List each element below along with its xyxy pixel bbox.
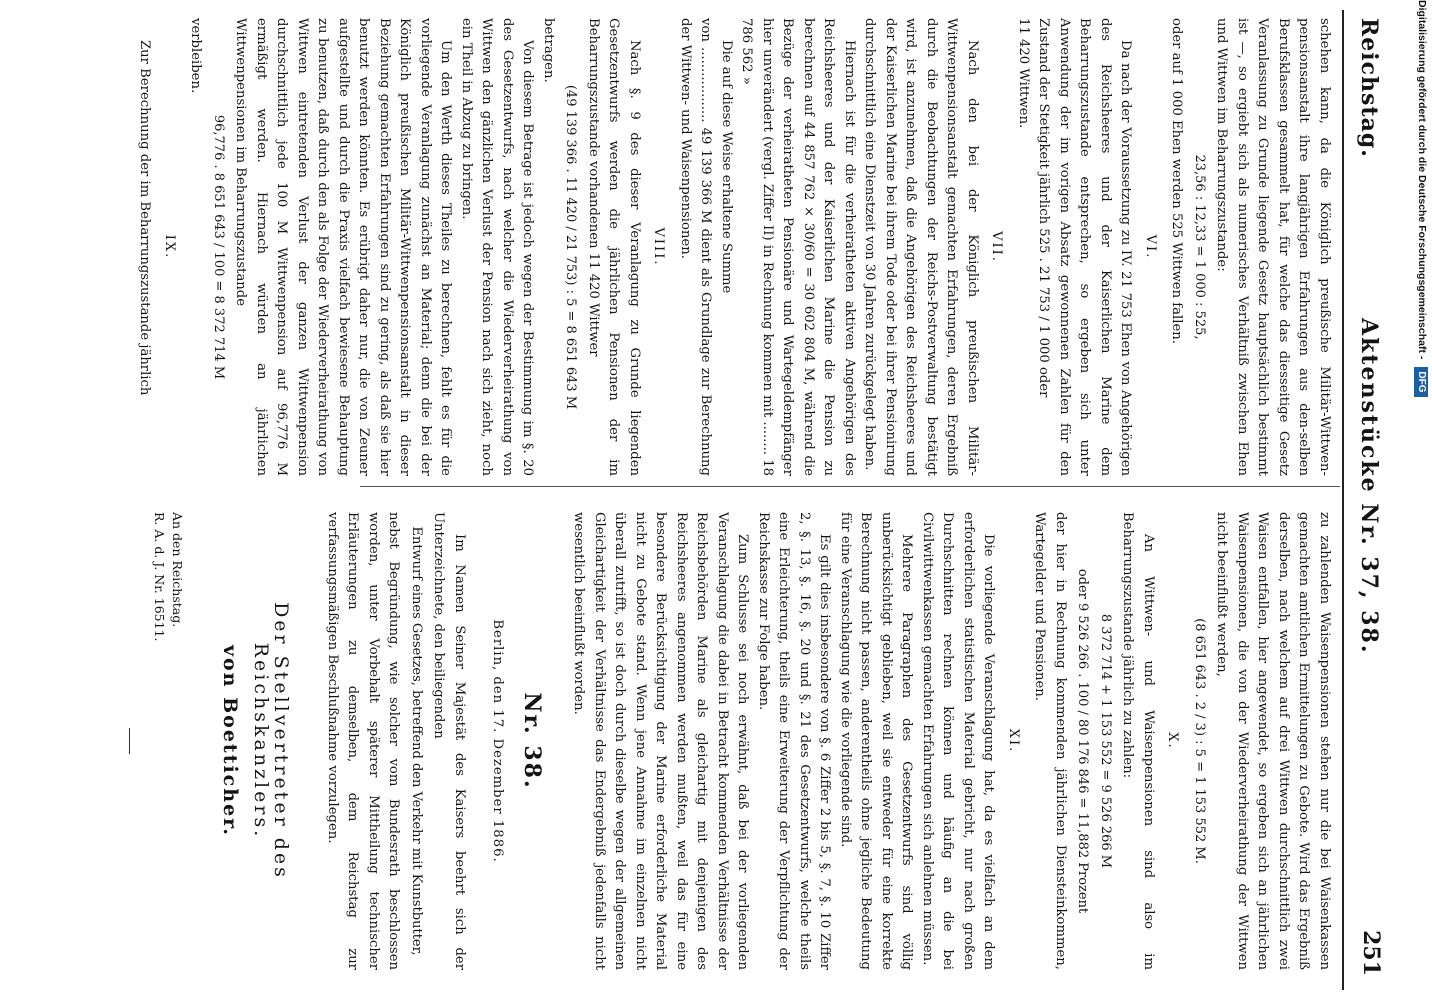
- paragraph: Die vorliegende Veranschlagung hat, da es vielfach an dem erforderlichen statistischen Material gebricht, nur nach großen Durchschnitten rechnen können und häufig an die bei Civilwittwenkassen gemachten Erfahrungen sich anlehnen müssen.: [920, 512, 997, 970]
- paragraph: von .................. 49 139 366 M dient als Grundlage zur Berechnung der Wittwen- und Waisenpensionen.: [678, 18, 714, 476]
- paragraph: Nach §. 9 des dieser Veranlagung zu Grunde liegenden Gesetzentwurfs werden die jährlichen Pensionen der im Beharrungszustande vorhandenen 11 420 Wittwer: [586, 18, 642, 476]
- paragraph: schehen kann, da die Königlich preußische Militär-Wittwen-pensionsanstalt ihre langjährigen Erfahrungen aus den-selben Berufsklassen gesammelt hat, für welche das diesseitige Gesetz Veranlassung zu Grunde liegende Gesetz hauptsächlich bestimmt ist —, so ergiebt sich als numerisches Verhältniß zwischen Ehen und Wittwen im Beharrungszustande:: [1214, 18, 1332, 476]
- address-line: An den Reichstag.: [170, 512, 185, 628]
- section-number: VI.: [1143, 234, 1158, 260]
- paragraph: zu zahlenden Waisenpensionen stehen nur die bei Waisenkassen gemachten amtlichen Ermittelungen zu Gebote. Wird das Ergebniß derselben, nach welchem auf drei Wittwen durchschnittlich zwei Waisen entfallen, hier angewendet, so ergeben sich an jährlichen Waisenpensionen, die von der Wiederverheirathung der Wittwen nicht beeinflußt werden,: [1214, 512, 1332, 970]
- paragraph: nebst Begründung, wie solcher vom Bundesrath beschlossen worden, unter Vorbehalt späterer Mittheilung technischer Erläuterungen zu demselben, dem Reichstag zur verfassungsmäßigen Beschlußnahme vorzulegen.: [325, 512, 402, 970]
- page-number: 251: [1358, 930, 1384, 976]
- paragraph: Da nach der Voraussetzung zu IV. 21 753 Ehen von Angehörigen des Reichsheeres und der Kaiserlichen Marine dem Beharrungszustande entsprechen, so ergeben sich unter Anwendung der im vorigen Absatz gewonnenen Zahlen für den Zustand der Stetigkeit jährlich 525 . 21 753 / 1 000 oder: [1036, 18, 1134, 476]
- formula-line: (49 139 366 . 11 420 / 21 753) : 5 = 8 651 643 M: [563, 84, 579, 410]
- section-number: VII.: [989, 231, 1005, 263]
- section-number: X.: [1165, 732, 1181, 750]
- paragraph: Zur Berechnung der im Beharrungszustande jährlich: [137, 40, 153, 396]
- stamp-label: Digitalisierung gefördert durch die Deutsche Forschungsgemeinschaft -: [1416, 0, 1428, 360]
- right-column: [109, 512, 1334, 970]
- formula-line: 96,776 . 8 651 643 / 100 = 8 372 714 M: [211, 114, 226, 380]
- paragraph: oder auf 1 000 Ehen werden 525 Wittwen fallen.: [1169, 18, 1185, 344]
- dateline: Berlin, den 17. Dezember 1886.: [490, 619, 506, 863]
- paragraph: Zum Schlusse sei noch erwähnt, daß bei der vorliegenden Veranschlagung die dabei in Betracht kommenden Verhältnisse der Reichsbehörden Marine als gleichartig mit denjenigen des Reichsheeres angenommen werden mußten, weil das für eine besondere Berücksichtigung der Marine erforderliche Material nicht zu Gebote stand. Wenn jene Annahme im einzelnen nicht überall zutrifft, so ist doch durch dieselbe wegen der allgemeinen Gleichartigkeit der Verhältnisse das Endergebniß jedenfalls nicht wesentlich beeinflußt worden.: [571, 512, 751, 970]
- formula-line: oder 9 526 266 . 100 / 80 176 846 = 11,882 Prozent: [1075, 568, 1091, 914]
- paragraph: Von diesem Betrage ist jedoch wegen der Bestimmung im §. 20 des Gesetzentwurfs, nach welcher die Wiederverheirathung von Wittwen den gänzlichen Verlust der Pension nach sich zieht, noch ein Theil in Abzug zu bringen.: [459, 18, 536, 476]
- signatory-title: Der Stellvertreter des Reichskanzlers.: [250, 602, 293, 880]
- paragraph: Nach den bei der Königlich preußischen Militär-Wittwenpensionsanstalt gemachten Erfahrungen, deren Ergebniß durch die Beobachtungen der Reichs-Postverwaltung bestätigt wird, ist anzunehmen, daß die Angehörigen des Reichsheeres und der Kaiserlichen Marine bei ihrem Tode oder bei ihrer Pensionirung durchschnittlich eine Dienstzeit von 30 Jahren zurückgelegt haben.: [862, 18, 980, 476]
- address-line: R. A. d. J. Nr. 16511.: [152, 512, 167, 642]
- header-title: Aktenstücke Nr. 37, 38.: [1356, 318, 1382, 655]
- digitization-stamp-text: [1412, 0, 1432, 1000]
- formula-line: Entwurf eines Gesetzes, betreffend den Verkehr mit Kunstbutter,: [409, 526, 424, 956]
- running-header: [1346, 18, 1386, 976]
- section-number: VIII.: [651, 227, 667, 267]
- paragraph: Um den Werth dieses Theiles zu berechnen, fehlt es für die vorliegende Veranlagung zunächst an Material; denn die bei der Königlich preußischen Militär-Wittwenpensionsanstalt in dieser Beziehung gemachten Erfahrungen sind zu gering, als daß sie hier benutzt werden könnten. Es erübrigt daher nur, die von Zeuner aufgestellte und durch die Praxis vielfach bewiesene Behauptung zu benutzen, daß durch den als Folge der Wiederverheirathung von Wittwen eintretenden Verlust der ganzen Wittwenpension durchschnittlich jede 100 M Wittwenpension auf 96,776 M ermäßigt werden. Hiernach würden an jährlichen Wittwenpensionen im Beharrungszustande: [233, 18, 454, 476]
- digitization-stamp: [1412, 0, 1432, 1000]
- paragraph: verbleiben.: [188, 18, 204, 94]
- paragraph: Die auf diese Weise erhaltene Summe: [719, 40, 734, 294]
- document-number: Nr. 38.: [519, 692, 545, 790]
- paragraph: Im Namen Seiner Majestät des Kaisers beehrt sich der Unterzeichnete, den beiliegenden: [431, 512, 467, 970]
- signatory-name: von Boetticher.: [219, 644, 242, 838]
- paragraph: Hiernach ist für die verheiratheten aktiven Angehörigen des Reichsheeres und der Kaiserlichen Marine die Pension zu berechnen auf 44 857 762 × 30/60 = 30 602 804 M, während die Bezüge der verheiratheten Pensionäre und Wartegeldempfänger hier unverändert (vergl. Ziffer II) in Rechnung kommen mit ........ 18 786 562 »: [739, 18, 857, 476]
- left-column: [134, 18, 1334, 476]
- paragraph: der hier in Rechnung kommenden jährlichen Diensteinkommen, Wartegelder und Pensionen.: [1032, 512, 1068, 970]
- section-number: IX.: [162, 234, 177, 260]
- paragraph: An Wittwen- und Waisenpensionen sind also im Beharrungszustande jährlich zu zahlen:: [1120, 512, 1156, 970]
- paragraph: Es gilt dies insbesondere von §. 6 Ziffer 2 bis 5, §. 7, §. 10 Ziffer 2, §. 13, §. 16, §. 20 und §. 21 des Gesetzentwurfs, welche theils eine Erleichterung, theils eine Erweiterung der Verpflichtung der Reichskasse zur Folge haben.: [756, 512, 833, 970]
- closing-rule: [129, 728, 130, 754]
- section-number: XI.: [1006, 728, 1021, 754]
- header-rule: [1342, 10, 1344, 990]
- header-left: Reichstag.: [1356, 18, 1382, 158]
- dfg-logo: DFG: [1414, 367, 1428, 396]
- formula-line: 23,56 : 12,33 = 1 000 : 525,: [1192, 154, 1207, 340]
- paragraph: Mehrere Paragraphen des Gesetzentwurfs sind völlig unberücksichtigt geblieben, weil sie entweder für eine korrekte Berechnung nicht passen, anderentheils ohne jegliche Bedeutung für eine Veranschlagung wie die vorliegende sind.: [838, 512, 915, 970]
- paragraph: 11 420 Wittwen.: [1016, 18, 1031, 129]
- formula-line: (8 651 643 . 2 / 3) : 5 = 1 153 552 M.: [1192, 618, 1207, 864]
- column-divider: [360, 486, 1340, 487]
- formula-line: 8 372 714 + 1 153 552 = 9 526 266 M: [1098, 613, 1113, 869]
- paragraph: betragen.: [541, 18, 556, 83]
